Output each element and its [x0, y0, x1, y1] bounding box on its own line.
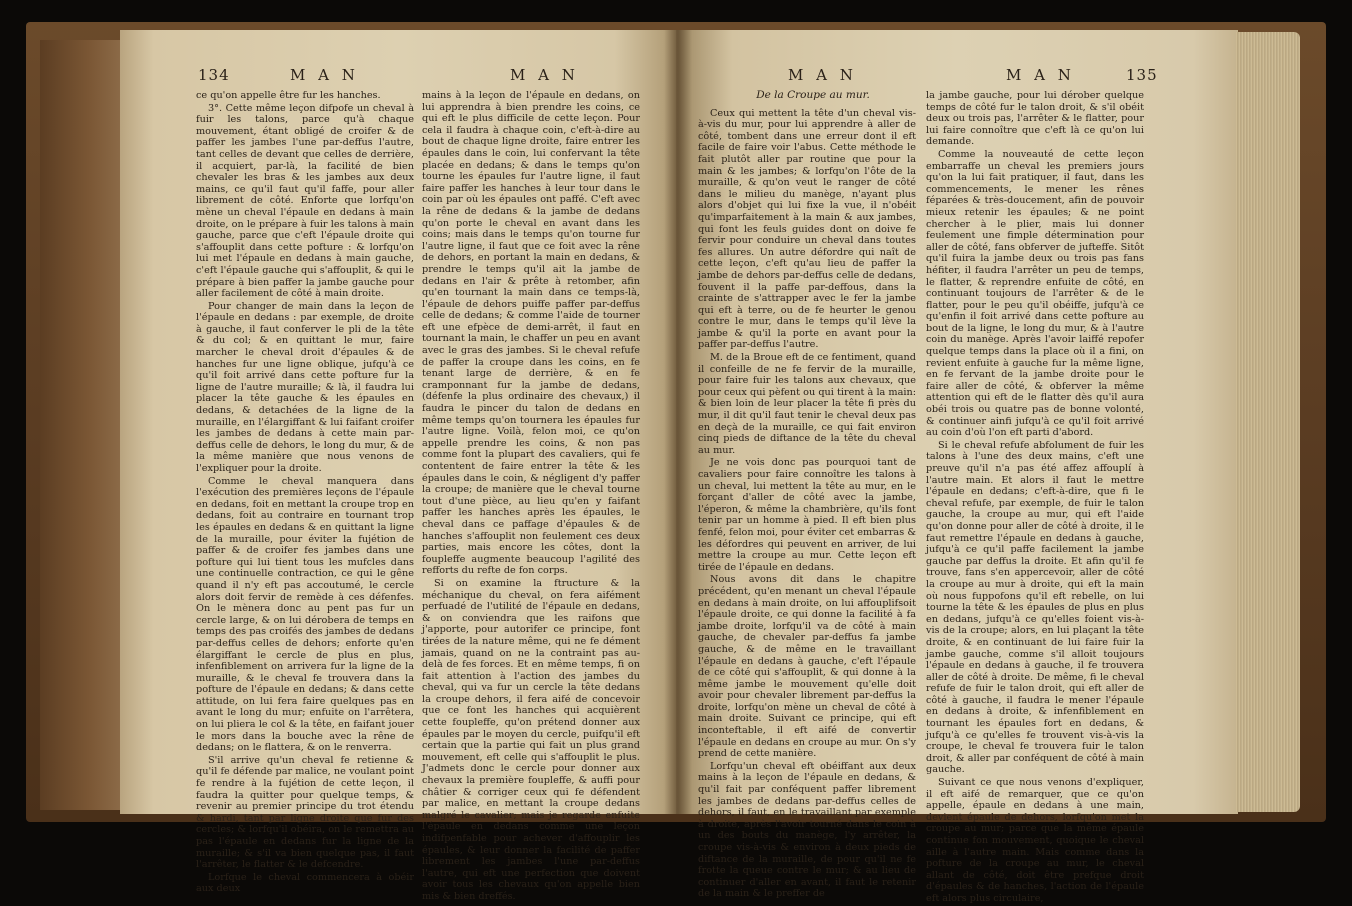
book-gutter [664, 30, 692, 814]
running-head: M A N [1006, 66, 1075, 84]
left-page-column-1 [196, 90, 414, 896]
section-heading: De la Croupe au mur. [756, 89, 870, 101]
paragraph: Comme le cheval manquera dans l'exécution des premières leçons de l'épaule en dedans, foit en mettant la croupe trop en dedans, foit au contraire en tournant trop les épaules en dedans & en quittant la ligne de la muraille, pour éviter la fujétion de paffer & de croifer fes jambes dans une pofture qui lui tient tous les mufcles dans une continuelle contraction, ce qui le gêne quand il n'y eft pas accoutumé, le cercle alors doit fervir de remède à ces défenfes. On le mènera donc au pent pas fur un cercle large, & on lui dérobera de temps en temps des pas croifés des jambes de dedans par-deffus celles de dehors; enforte qu'en élargiffant le cercle de plus en plus, infenfiblement on arrivera fur la ligne de la muraille, & le cheval fe trouvera dans la pofture de l'épaule en dedans; & dans cette attitude, on lui fera faire quelques pas en avant le long du mur; enfuite on l'arrêtera, on lui pliera le col & la tête, en faifant jouer le mors dans la bouche avec la rêne de dedans; on le flattera, & on le renverra. [196, 475, 414, 754]
right-page-header [706, 66, 1218, 88]
running-head: M A N [510, 66, 579, 84]
paragraph: Pour changer de main dans la leçon de l'épaule en dedans : par exemple, de droite à gauche, il faut conferver le pli de la tête & du col; & en quittant le mur, faire marcher le cheval droit d'épaules & de hanches fur une ligne oblique, jufqu'à ce qu'il foit arrivé dans cette pofture fur la ligne de l'autre muraille; & là, il faudra lui placer la tête gauche & les épaules en dedans, & detachées de la ligne de la muraille, en l'élargiffant & lui faifant croifer les jambes de dedans à cette main par-deffus celle de dehors, le long du mur, & de la même manière que nous venons de l'expliquer pour la droite. [196, 300, 414, 474]
page-number: 135 [1126, 66, 1158, 84]
paragraph: Lorfque le cheval commencera à obéir aux deux [196, 871, 414, 895]
paragraph: Suivant ce que nous venons d'expliquer, il eft aifé de remarquer, que ce qu'on appelle, épaule en dedans à une main, devient épaule de dehors, lorfqu'on met la croupe au mur; parce que la même épaule continue fon mouvement, quoique le cheval aille à l'autre main. Mais comme dans la pofture de la croupe au mur, le cheval allant de côté, doit être prefque droit d'épaules & de hanches, l'action de l'épaule eft alors plus circulaire, [926, 777, 1144, 904]
right-page-column-1 [698, 90, 916, 901]
page-number: 134 [198, 66, 230, 84]
paragraph: 3°. Cette même leçon difpofe un cheval à fuir les talons, parce qu'à chaque mouvement, étant obligé de croifer & de paffer les jambes l'une par-deffus l'autre, tant celles de devant que celles de derrière, il acquiert, par-là, la facilité de bien chevaler les bras & les jambes aux deux mains, ce qu'il faut qu'il faffe, pour aller librement de côté. Enforte que lorfqu'on mène un cheval l'épaule en dedans à main droite, on le prépare à fuir les talons à main gauche, parce que c'eft l'épaule droite qui s'affouplit dans cette pofture : & lorfqu'on lui met l'épaule en dedans à main gauche, c'eft l'épaule gauche qui s'affouplit, & qui le prépare à bien paffer la jambe gauche pour aller facilement de côté à main droite. [196, 102, 414, 300]
paragraph: ce qu'on appelle être fur les hanches. [196, 90, 381, 101]
paragraph: S'il arrive qu'un cheval fe retienne & qu'il fe défende par malice, ne voulant point fe rendre à la fujétion de cette leçon, il faudra la quitter pour quelque temps, & revenir au premier principe du trot étendu & hardi, tant par ligne droite que fur des cercles; & lorfqu'il obéira, on le remettra au pas l'épaule en dedans fur la ligne de la muraille; & s'il va bien quelque pas, il faut l'arrêter, le flatter & le defcendre. [196, 754, 414, 871]
right-page-column-2 [926, 90, 1144, 906]
right-page-edges [1236, 32, 1300, 812]
paragraph: la jambe gauche, pour lui dérober quelque temps de côté fur le talon droit, & s'il obéit deux ou trois pas, l'arrêter & le flatter, pour lui faire connoître que c'eft là ce qu'on lui demande. [926, 90, 1144, 148]
paragraph: Je ne vois donc pas pourquoi tant de cavaliers pour faire connoître les talons à un cheval, lui mettent la tête au mur, en le forçant d'aller de côté avec la jambe, l'éperon, & même la chambrière, qu'ils font tenir par un homme à pied. Il eft bien plus fenfé, felon moi, pour éviter cet embarras & les défordres qui peuvent en arriver, de lui mettre la croupe au mur. Cette leçon eft tirée de l'épaule en dedans. [698, 457, 916, 573]
paragraph: mains à la leçon de l'épaule en dedans, on lui apprendra à bien prendre les coins, ce qui eft le plus difficile de cette leçon. Pour cela il faudra à chaque coin, c'eft-à-dire au bout de chaque ligne droite, faire entrer les épaules dans le coin, lui confervant la tête placée en dedans; & dans le temps qu'on tourne les épaules fur l'autre ligne, il faut faire paffer les hanches à leur tour dans le coin par où les épaules ont paffé. C'eft avec la rêne de dedans & la jambe de dedans qu'on porte le cheval en avant dans les coins; mais dans le temps qu'on tourne fur l'autre ligne, il faut que ce foit avec la rêne de dehors, en portant la main en dedans, & prendre le temps qu'il ait la jambe de dedans en l'air & prête à retomber, afin qu'en tournant la main dans ce temps-là, l'épaule de dehors puiffe paffer par-deffus celle de dedans; & comme l'aide de tourner eft une efpèce de demi-arrêt, il faut en tournant la main, le chaffer un peu en avant avec le gras des jambes. Si le cheval refufe de paffer la croupe dans les coins, en fe tenant large de derrière, & en fe cramponnant fur la jambe de dedans, (défenfe la plus ordinaire des chevaux,) il faudra le pincer du talon de dedans en même temps qu'on tournera les épaules fur l'autre ligne. Voilà, felon moi, ce qu'on appelle prendre les coins, & non pas comme font la plupart des cavaliers, qui fe contentent de faire entrer la tête & les épaules dans le coin, & négligent d'y paffer la croupe; de manière que le cheval tourne tout d'une pièce, au lieu qu'en y faifant paffer les hanches après les épaules, le cheval dans ce paffage d'épaules & de hanches s'affouplit non feulement ces deux parties, mais encore les côtes, dont la foupleffe augmente beaucoup l'agilité des refforts du refte de fon corps. [422, 90, 640, 577]
left-page-column-2 [422, 90, 640, 904]
left-page [120, 30, 682, 902]
left-page-header [198, 66, 662, 88]
paragraph: Nous avons dit dans le chapitre précédent, qu'en menant un cheval l'épaule en dedans à main droite, on lui affouplifsoit l'épaule droite, ce qui donne la facilité à fa jambe droite, lorfqu'il va de côté à main gauche, de chevaler par-deffus fa jambe gauche, & de même en le travaillant l'épaule en dedans à gauche, c'eft l'épaule de ce côté qui s'affouplit, & qui donne à la même jambe le mouvement qu'elle doit avoir pour chevaler librement par-deffus la droite, lorfqu'on mène un cheval de côté à main droite. Suivant ce principe, qui eft inconteftable, il eft aifé de convertir l'épaule en dedans en croupe au mur. On s'y prend de cette manière. [698, 574, 916, 760]
paragraph: Lorfqu'un cheval eft obéiffant aux deux mains à la leçon de l'épaule en dedans, & qu'il fait par conféquent paffer librement les jambes de dedans par-deffus celles de dehors, il faut, en le travaillant par exemple à droite, après l'avoir tourné dans le coin à un des bouts du manège, l'y arrêter, la croupe vis-à-vis & environ à deux pieds de diftance de la muraille, de pour qu'il ne fe frotte la queue contre le mur; & au lieu de continuer d'aller en avant, il faut le retenir de la main & le preffer de [698, 760, 916, 900]
paragraph: Si on examine la ftructure & la méchanique du cheval, on fera aifément perfuadé de l'utilité de l'épaule en dedans, & on conviendra que les raifons que j'apporte, pour autorifer ce principe, font tirées de la nature même, qui ne fe dément jamais, quand on ne la contraint pas au-delà de fes forces. Et en même temps, fi on fait attention à l'action des jambes du cheval, qui va fur un cercle la tête dedans la croupe dehors, il fera aifé de concevoir que ce font les hanches qui acquièrent cette foupleffe, qu'on prétend donner aux épaules par le moyen du cercle, puifqu'il eft certain que la partie qui fait un plus grand mouvement, eft celle qui s'affouplit le plus. J'admets donc le cercle pour donner aux chevaux la première foupleffe, & auffi pour châtier & corriger ceux qui fe défendent par malice, en mettant la croupe dedans malgré le cavalier; mais je regarde enfuite l'épaule en dedans comme une leçon indifpenfable pour achever d'affouplir les épaules, & leur donner la facilité de paffer librement les jambes l'une par-deffus l'autre, qui eft une perfection que doivent avoir tous les chevaux qu'on appelle bien mis & bien dreffés. [422, 577, 640, 902]
running-head: M A N [290, 66, 359, 84]
paragraph: Comme la nouveauté de cette leçon embarraffe un cheval les premiers jours qu'on la lui fait pratiquer, il faut, dans les commencements, le mener les rênes féparées & très-doucement, afin de pouvoir mieux retenir les épaules; & ne point chercher à le plier, mais lui donner feulement une fimple détermination pour aller de côté, fans obferver de jufteffe. Sitôt qu'il fuira la jambe deux ou trois pas fans héfiter, il faudra l'arrêter un peu de temps, le flatter, & reprendre enfuite de côté, en continuant toujours de l'arrêter & de le flatter, pour le peu qu'il obéiffe, jufqu'à ce qu'enfin il foit arrivé dans cette pofture au bout de la ligne, le long du mur, & à l'autre coin du manège. Après l'avoir laiffé repofer quelque temps dans la place où il a fini, on revient enfuite à gauche fur la même ligne, en fe fervant de la jambe droite pour le faire aller de côté, & obferver la même attention qui eft de le flatter dès qu'il aura obéi trois ou quatre pas de bonne volonté, & continuer ainfi jufqu'à ce qu'il foit arrivé au coin d'où l'on eft parti d'abord. [926, 148, 1144, 439]
right-page [676, 30, 1238, 904]
paragraph: M. de la Broue eft de ce fentiment, quand il confeille de ne fe fervir de la muraille, pour faire fuir les talons aux chevaux, que pour ceux qui pèfent ou qui tirent à la main: & bien loin de leur placer la tête fi près du mur, il dit qu'il faut tenir le cheval deux pas en deçà de la muraille, ce qui fait environ cinq pieds de diftance de la tête du cheval au mur. [698, 352, 916, 456]
paragraph: Si le cheval refufe abfolument de fuir les talons à l'une des deux mains, c'eft une preuve qu'il n'a pas été affez affouplí à l'autre main. Et alors il faut le mettre l'épaule en dedans; c'eft-à-dire, que fi le cheval refufe, par exemple, de fuir le talon gauche, la croupe au mur, qui eft l'aide qu'on donne pour aller de côté à droite, il le faut remettre l'épaule en dedans à gauche, jufqu'à ce qu'il paffe facilement la jambe gauche par deffus la droite. Et afin qu'il fe trouve, fans s'en appercevoir, aller de côté la croupe au mur à droite, qui eft la main où nous fuppofons qu'il eft rebelle, on lui tourne la tête & les épaules de plus en plus en dedans, jufqu'à ce qu'elles foient vis-à-vis de la croupe; alors, en lui plaçant la tête droite, & en continuant de lui faire fuir la jambe gauche, comme s'il alloit toujours l'épaule en dedans à gauche, il fe trouvera aller de côté à droite. De même, fi le cheval refufe de fuir le talon droit, qui eft aller de côté à gauche, il faudra le mener l'épaule en dedans à droite, & infenfiblement en tournant les épaules fort en dedans, & jufqu'à ce qu'elles fe trouvent vis-à-vis la croupe, le cheval fe trouvera fuir le talon droit, & aller par conféquent de côté à main gauche. [926, 439, 1144, 776]
left-page-edges [40, 40, 120, 810]
paragraph: Ceux qui mettent la tête d'un cheval vis-à-vis du mur, pour lui apprendre à aller de côté, tombent dans une erreur dont il eft facile de faire voir l'abus. Cette méthode le fait plutôt aller par routine que pour la main & les jambes; & lorfqu'on l'ôte de la muraille, & qu'on veut le ranger de côté dans le milieu du manège, n'ayant plus alors d'objet qui lui fixe la vue, il n'obéit qu'imparfaitement à la main & aux jambes, qui font les feuls guides dont on doive fe fervir pour conduire un cheval dans toutes fes allures. Un autre défordre qui naît de cette leçon, c'eft qu'au lieu de paffer la jambe de dehors par-deffus celle de dedans, fouvent il la paffe par-deffous, dans la crainte de s'attrapper avec le fer la jambe qui eft à terre, ou de fe heurter le genou contre le mur, dans le temps qu'il lève la jambe & qu'il la porte en avant pour la paffer par-deffus l'autre. [698, 107, 916, 351]
running-head: M A N [788, 66, 857, 84]
